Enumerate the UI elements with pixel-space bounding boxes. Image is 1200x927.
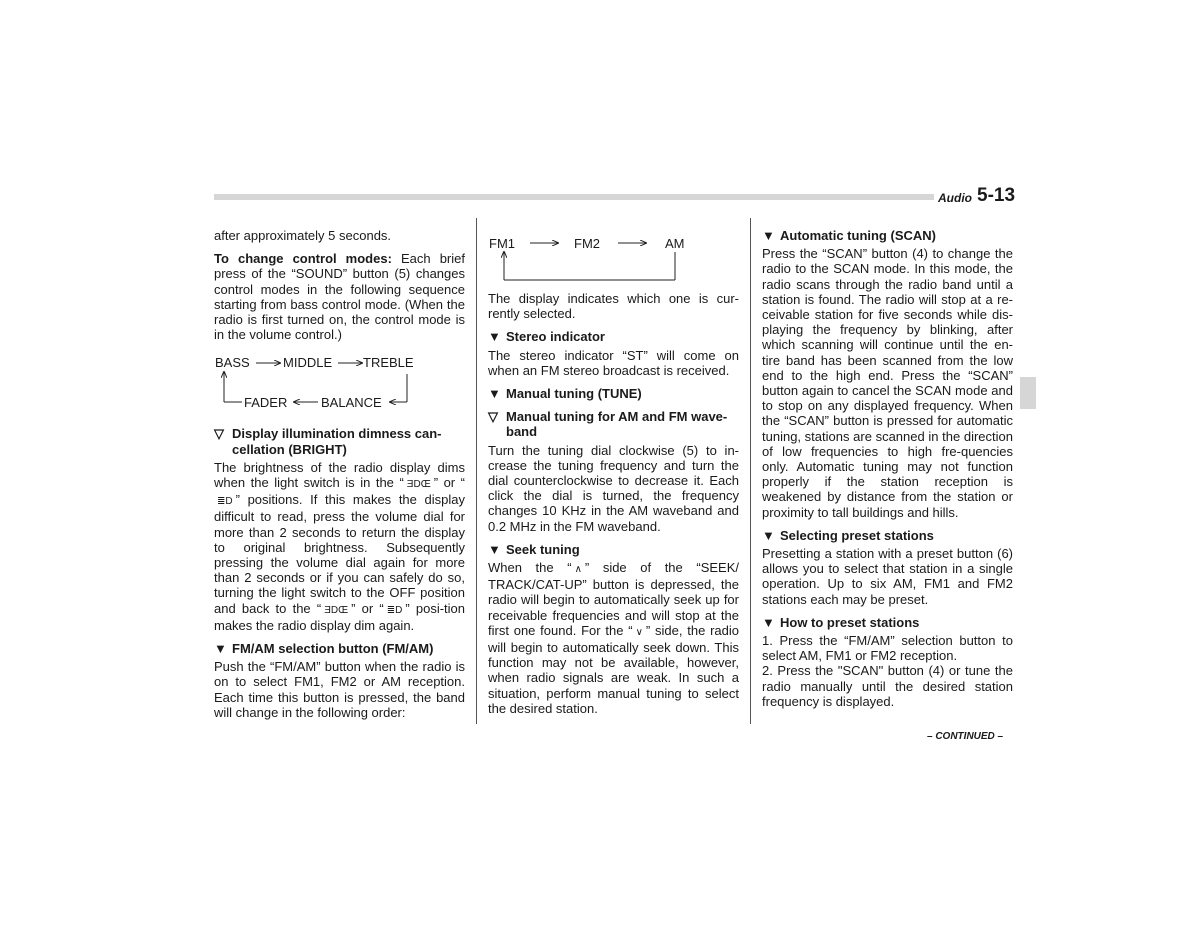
heading-howto: ▼ How to preset stations [762, 614, 920, 630]
open-triangle-icon: ▽ [214, 426, 224, 442]
sound-mode-diagram [214, 352, 465, 418]
paragraph-band: The display indicates which one is cur-rently selected. [488, 291, 739, 322]
paragraph-seek: When the “ ∧ ” side of the “SEEK/ TRACK/CAT-UP” button is depressed, the radio will begin to automatically seek up for receivable frequencies and will stop at the first one found. For the “ ∨ ” side, the radio will begin to automatically seek down. This function may not be available, however, when radio signals are weak. In such a situation, perform manual tuning to select the desired station. [488, 560, 740, 716]
band-am: AM [665, 236, 685, 251]
step-2: 2. Press the "SCAN" button (4) or tune the radio manually until the desired station frequency is displayed. [762, 663, 1013, 709]
mode-fader: FADER [244, 395, 288, 411]
paragraph-text: Each brief press of the “SOUND” button (5) changes control modes in the following sequence starting from bass control mode. (When the radio is first turned on, the control mode is in the volume control.) [214, 251, 465, 343]
heading-scan: ▼ Automatic tuning (SCAN) [762, 228, 936, 243]
filled-triangle-icon: ▼ [762, 527, 775, 543]
heading-preset: ▼ Selecting preset stations [762, 527, 934, 543]
mode-treble: TREBLE [363, 355, 414, 371]
mode-balance: BALANCE [321, 395, 382, 411]
heading-fmam: ▼ FM/AM selection button (FM/AM) [214, 641, 434, 657]
band-fm1: FM1 [489, 236, 515, 251]
column-divider [750, 218, 751, 724]
column-3 [762, 228, 1013, 717]
column-divider [476, 218, 477, 724]
column-2 [488, 228, 739, 724]
paragraph-fmam: Push the “FM/AM” button when the radio is on to select FM1, FM2 or AM reception. Each time this button is pressed, the band will change in the following order: [214, 659, 465, 720]
column-1 [214, 228, 465, 728]
band-cycle-arrows [488, 228, 739, 286]
heading-stereo: ▼ Stereo indicator [488, 329, 605, 345]
header-rule [214, 194, 934, 200]
mode-bass: BASS [215, 355, 250, 371]
chevron-down-icon: ∨ [635, 626, 643, 638]
section-name: Audio [938, 191, 972, 205]
paragraph-stereo: The stereo indicator “ST” will come on when an FM stereo broadcast is received. [488, 347, 739, 378]
thumb-index-tab [1020, 377, 1036, 409]
paragraph-preset: Presetting a station with a preset button (6) allows you to select that station in a single operation. Up to six AM, FM1 and FM2 stations each may be preset. [762, 546, 1013, 607]
heading-seek: ▼ Seek tuning [488, 541, 580, 557]
heading-manual-amfm: ▽ Manual tuning for AM and FM wave-band [488, 409, 728, 440]
paragraph-manual: Turn the tuning dial clockwise (5) to in-crease the tuning frequency and turn the dial counterclockwise to decrease it. Each click the dial is turned, the frequency changes 10 KHz in the AM waveband and 0.2 MHz in the FM waveband. [488, 442, 739, 534]
step-1: 1. Press the “FM/AM” selection button to select AM, FM1 or FM2 reception. [762, 633, 1013, 664]
headlights-icon: ≣D [386, 604, 403, 616]
paragraph-control-modes [214, 251, 465, 342]
headlights-icon: ≣D [217, 496, 233, 508]
small-lights-icon: ƎDŒ [324, 604, 349, 616]
filled-triangle-icon: ▼ [214, 641, 227, 657]
band-cycle-diagram [488, 228, 739, 286]
paragraph: after approximately 5 seconds. [214, 228, 392, 243]
mode-middle: MIDDLE [283, 355, 333, 371]
paragraph-scan: Press the “SCAN” button (4) to change the radio to the SCAN mode. In this mode, the radio scans through the radio band until a station is found. The radio will stop at a re-ceivable station for five seconds while dis-playing the frequency by blinking, after which scanning will continue until the en-tire band has been scanned from the low end to the high end. Press the “SCAN” button again to cancel the SCAN mode and to stop on any displayed frequency. When the “SCAN” button is pressed for automatic tuning, stations are scanned in the direction of low frequencies to high fre-quencies only. Automatic tuning may not function properly if the station reception is weakened by distance from the station or proximity to tall buildings and hills. [762, 246, 1013, 520]
chevron-up-icon: ∧ [574, 564, 582, 576]
filled-triangle-icon: ▼ [762, 614, 775, 630]
continued-note: – CONTINUED – [927, 731, 1004, 742]
heading-bright: ▽ Display illumination dimness can-cellation (BRIGHT) [214, 426, 442, 457]
small-lights-icon: ƎDŒ [406, 479, 431, 491]
filled-triangle-icon: ▼ [488, 329, 501, 345]
band-fm2: FM2 [574, 236, 600, 251]
paragraph-bright: The brightness of the radio display dims when the light switch is in the “ ƎDŒ ” or “≣D ” positions. If this makes the display difficult to read, press the volume dial for more than 2 seconds to return the display to original brightness. Subsequently pressing the volume dial again for more than 2 seconds or if you can safely do so, turning the light switch to the OFF position and back to the “ ƎDŒ ” or “ ≣D ” posi-tion makes the radio display dim again. [214, 459, 466, 633]
filled-triangle-icon: ▼ [488, 386, 501, 402]
inline-heading: To change control modes: [214, 251, 392, 267]
open-triangle-icon: ▽ [488, 409, 498, 425]
page-number: 5-13 [977, 185, 1016, 206]
filled-triangle-icon: ▼ [762, 228, 775, 243]
filled-triangle-icon: ▼ [488, 541, 501, 557]
heading-manual: ▼ Manual tuning (TUNE) [488, 386, 642, 402]
